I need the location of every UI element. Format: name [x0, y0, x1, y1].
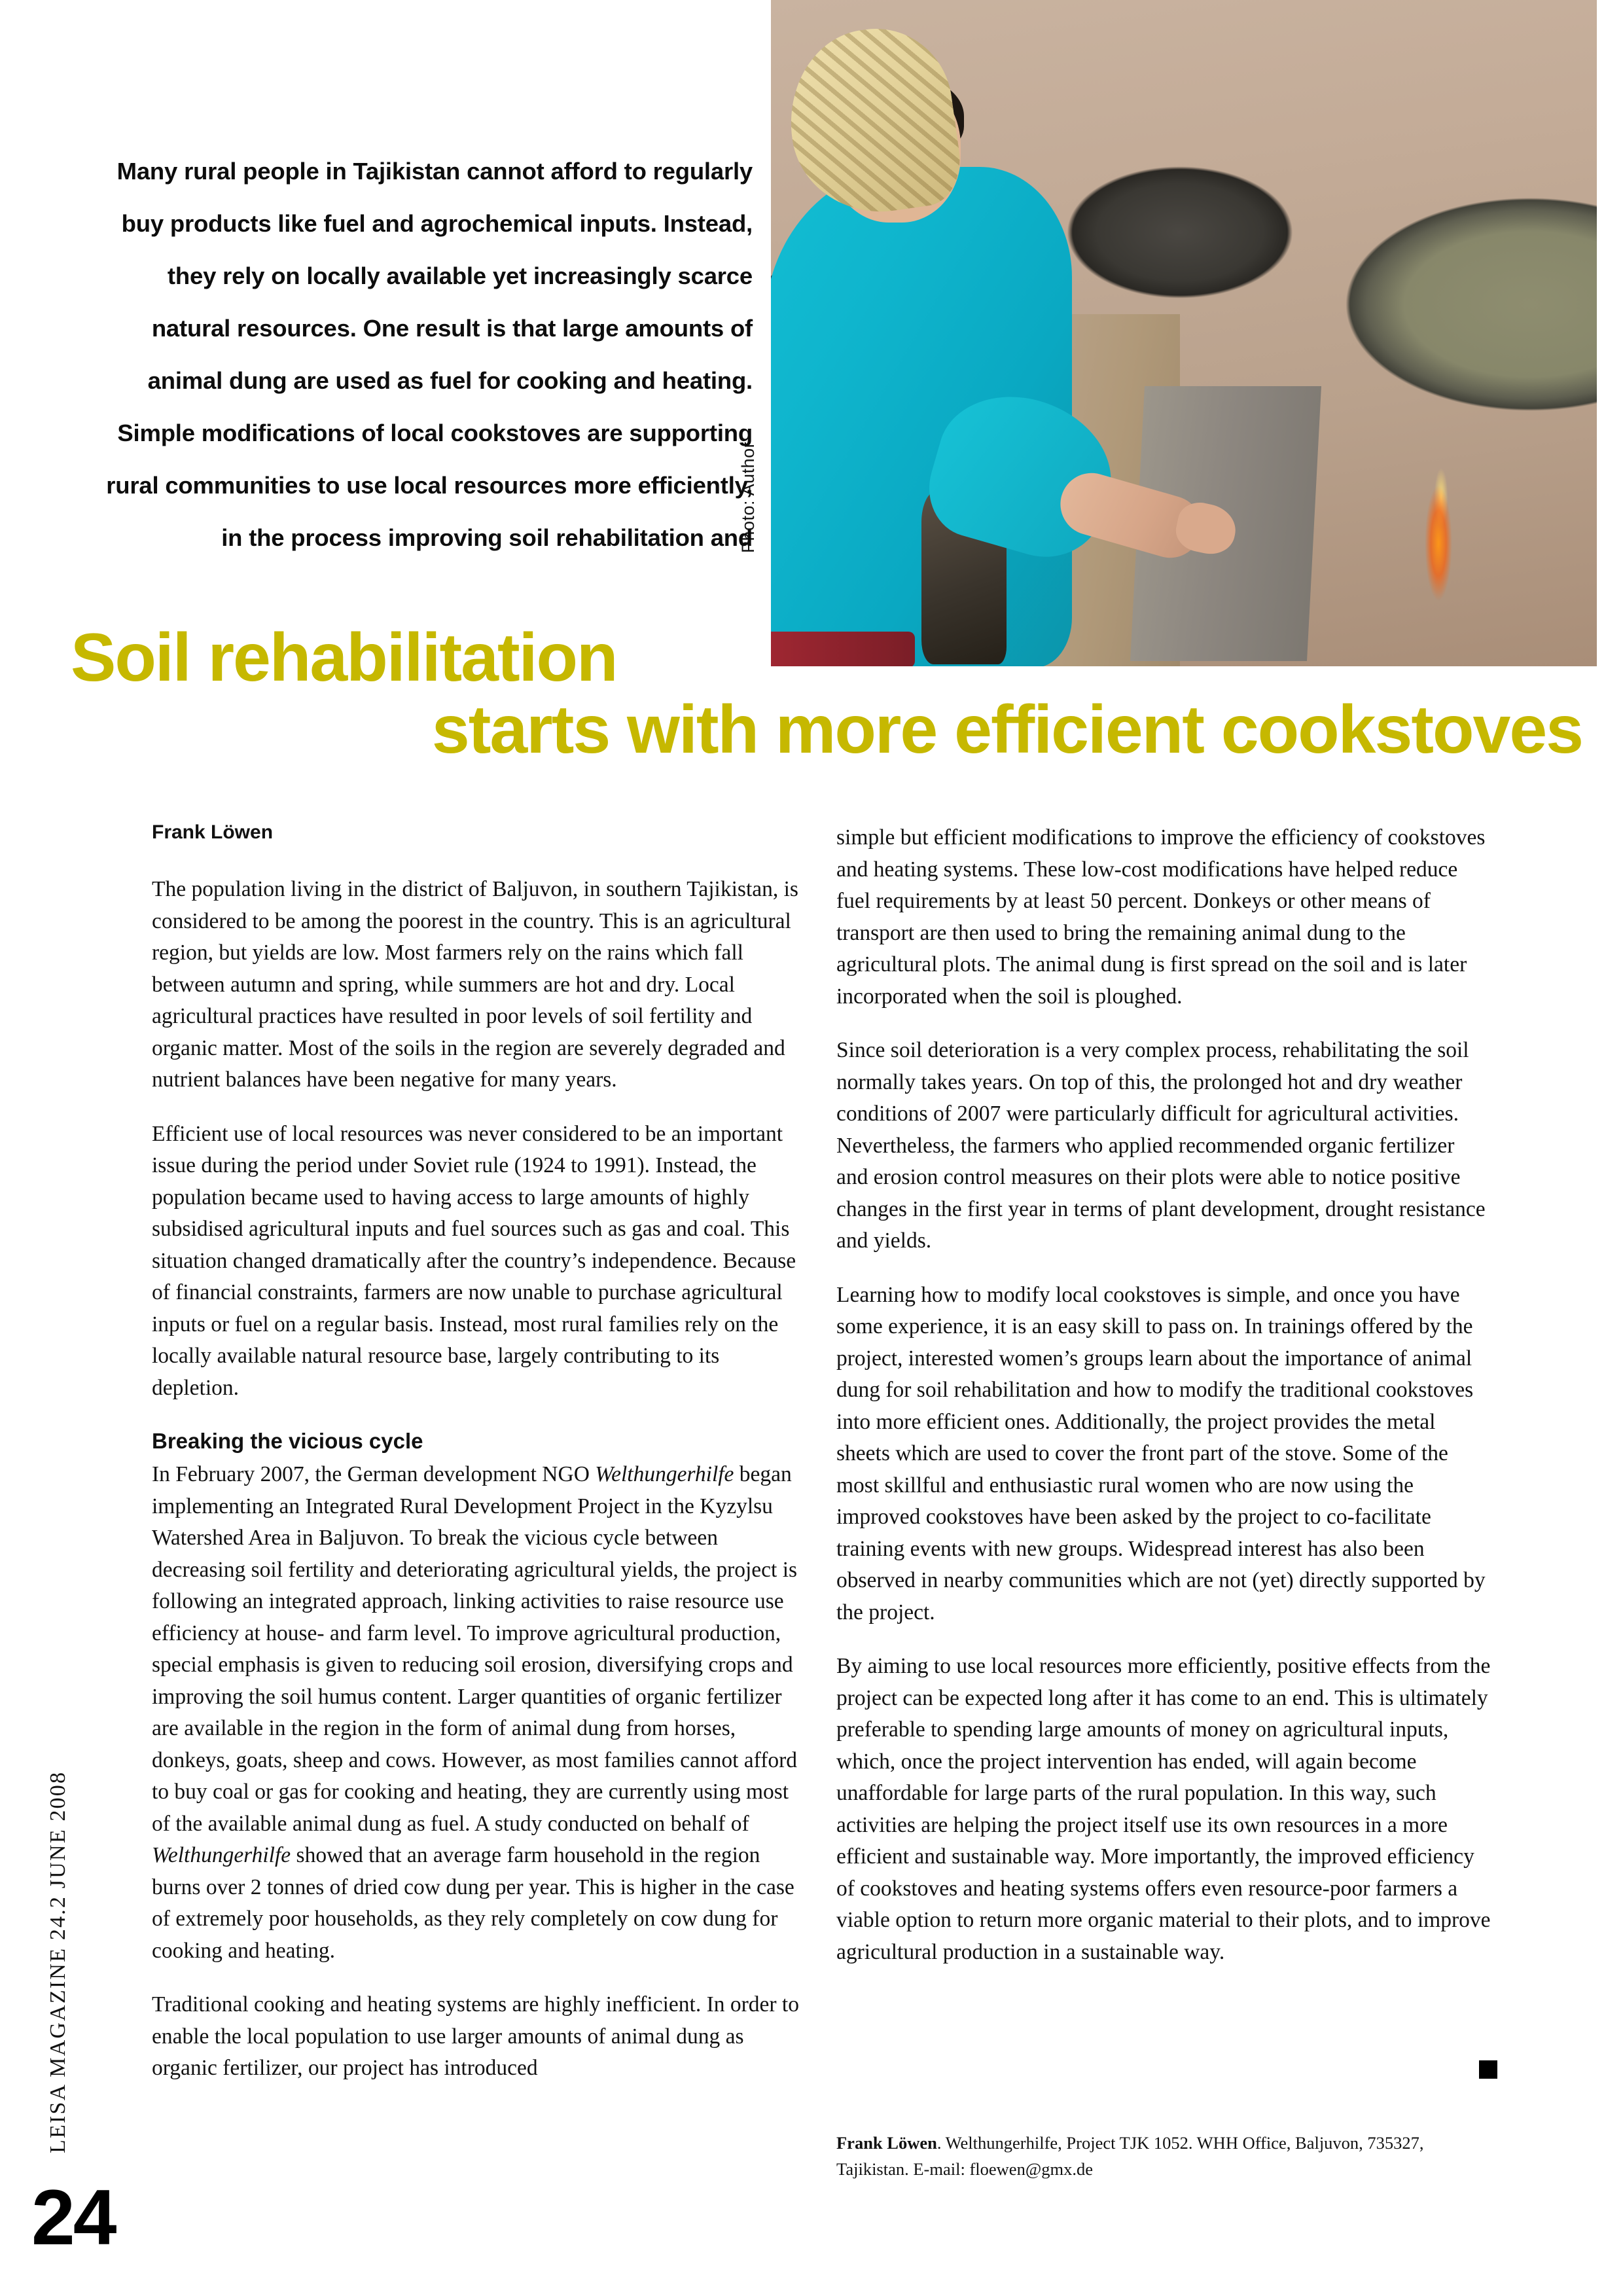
paragraph: The population living in the district of Baljuvon, in southern Tajikistan, is considered to be among the poorest in the country. This is an agricultural region, but yields are low. Most farmers rely on the rains which fall between autumn and spring, while summers are hot and dry. Local agricultural practices have resulted in poor levels of soil fertility and organic matter. Most of the soils in the region are severely degraded and nutrient balances have been negative for many years. [152, 877, 798, 1092]
org-name-emphasis: Welthungerhilfe [152, 1843, 291, 1867]
author-affiliation: . Welthungerhilfe, Project TJK 1052. WHH Office, Baljuvon, 735327, Tajikistan. E-mail: floewen@gmx.de [836, 2133, 1424, 2179]
intro-line: animal dung are used as fuel for cooking and heating. [147, 367, 753, 394]
intro-line: they rely on locally available yet increasingly scarce [167, 262, 753, 289]
intro-line: natural resources. One result is that large amounts of [151, 315, 753, 342]
intro-line: buy products like fuel and agrochemical inputs. Instead, [121, 210, 753, 237]
paragraph-part: In February 2007, the German development NGO [152, 1462, 596, 1486]
section-heading: Breaking the vicious cycle [152, 1429, 423, 1453]
intro-line: Simple modifications of local cookstoves are supporting [117, 420, 753, 446]
intro-line: in the process improving soil rehabilitation and [221, 524, 753, 551]
photo-scene [771, 0, 1597, 666]
page-title-line-2: starts with more efficient cookstoves [431, 691, 1582, 768]
magazine-issue-strip: LEISA MAGAZINE 24.2 JUNE 2008 [46, 1770, 70, 2153]
paragraph: Learning how to modify local cookstoves is simple, and once you have some experience, it is an easy skill to pass on. In trainings offered by the project, interested women’s groups learn about the importance of animal dung for soil rehabilitation and how to modify the traditional cookstoves into more efficient ones. Additionally, the project provides the metal sheets which are used to cover the front part of the stove. Some of the most skillful and enthusiastic rural women who are now using the improved cookstoves have been asked by the project to co-facilitate training events with new groups. Widespread interest has also been observed in nearby communities which are not (yet) directly supported by the project. [836, 1282, 1486, 1624]
author-name: Frank Löwen [836, 2133, 937, 2153]
paragraph-part: showed that an average farm household in the region burns over 2 tonnes of dried cow dung per year. This is higher in the case of extremely poor households, as they rely completely on cow dung for cooking and heating. [152, 1843, 794, 1963]
photo-frame [771, 0, 1597, 666]
body-column-left [152, 874, 806, 2085]
author-contact-note [836, 2130, 1491, 2182]
intro-line: rural communities to use local resources more efficiently, [106, 472, 753, 499]
page-title [71, 619, 1582, 768]
paragraph: simple but efficient modifications to improve the efficiency of cookstoves and heating systems. These low-cost modifications have helped reduce fuel requirements by at least 50 percent. Donkeys or other means of transport are then used to bring the remaining animal dung to the agricultural plots. The animal dung is first spread on the soil and is later incorporated when the soil is ploughed. [836, 825, 1486, 1009]
intro-line: Many rural people in Tajikistan cannot afford to regularly [116, 158, 753, 185]
article-photo [771, 0, 1597, 666]
woman-headscarf [779, 19, 967, 223]
end-of-article-marker [1479, 2060, 1497, 2079]
intro-lead [79, 145, 753, 564]
org-name-emphasis: Welthungerhilfe [595, 1462, 734, 1486]
paragraph: By aiming to use local resources more efficiently, positive effects from the project can be expected long after it has come to an end. This is ultimately preferable to spending large amounts of money on agricultural inputs, which, once the project intervention has ended, will again become unaffordable for large parts of the rural population. In this way, such activities are helping the project itself use its own resources in a more efficient and sustainable way. More importantly, the improved efficiency of cookstoves and heating systems offers even resource-poor farmers a viable option to return more organic material to their plots, and to improve agricultural production in a sustainable way. [836, 1654, 1491, 1964]
paragraph [152, 1459, 806, 1967]
paragraph: Traditional cooking and heating systems are highly inefficient. In order to enable the local population to use larger amounts of animal dung as organic fertilizer, our project has introduced [152, 1992, 799, 2080]
paragraph: Since soil deterioration is a very complex process, rehabilitating the soil normally takes years. On top of this, the prolonged hot and dry weather conditions of 2007 were particularly difficult for agricultural activities. Nevertheless, the farmers who applied recommended organic fertilizer and erosion control measures on their plots were able to notice positive changes in the first year in terms of plant development, drought resistance and yields. [836, 1038, 1486, 1253]
body-column-right [836, 822, 1491, 1968]
page-number: 24 [31, 2174, 115, 2261]
paragraph: Efficient use of local resources was never considered to be an important issue during the period under Soviet rule (1924 to 1991). Instead, the population became used to having access to large amounts of highly subsidised agricultural inputs and fuel sources such as gas and coal. This situation changed dramatically after the country’s independence. Because of financial constraints, farmers are now unable to purchase agricultural inputs or fuel on a regular basis. Instead, most rural families rely on the locally available natural resource base, largely contributing to its depletion. [152, 1121, 796, 1400]
page-title-line-1: Soil rehabilitation [71, 619, 617, 696]
paragraph-part: began implementing an Integrated Rural Development Project in the Kyzylsu Watershed Area in Baljuvon. To break the vicious cycle between decreasing soil fertility and deteriorating agricultural yields, the project is following an integrated approach, linking activities to raise resource use efficiency at house- and farm level. To improve agricultural production, special emphasis is given to reducing soil erosion, diversifying crops and improving the soil humus content. Larger quantities of organic fertilizer are available in the region in the form of animal dung from horses, donkeys, goats, sheep and cows. However, as most families cannot afford to buy coal or gas for cooking and heating, they are currently using most of the available animal dung as fuel. A study conducted on behalf of [152, 1462, 798, 1836]
photo-credit: Photo: Author [738, 441, 758, 553]
article-byline: Frank Löwen [152, 821, 274, 843]
